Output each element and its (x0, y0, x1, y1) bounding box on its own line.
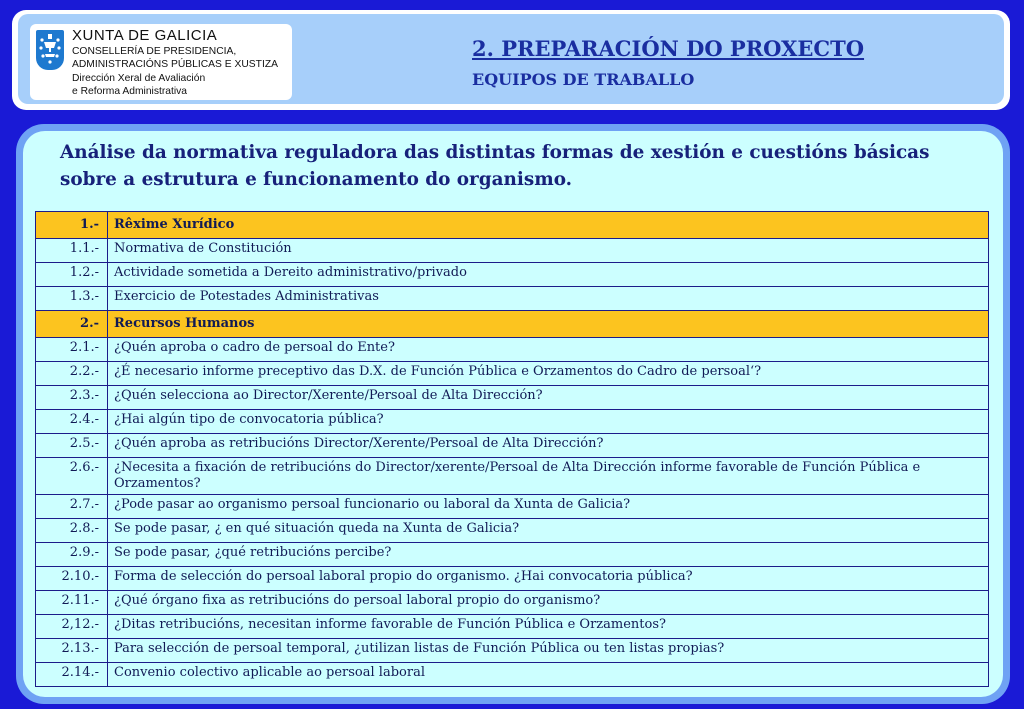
table-row (36, 362, 989, 386)
row-text: Para selección de persoal temporal, ¿utilizan listas de Función Pública ou ten listas propias? (108, 639, 989, 663)
table-row (36, 410, 989, 434)
row-text: Recursos Humanos (108, 311, 989, 338)
row-text: ¿É necesario informe preceptivo das D.X. de Función Pública e Orzamentos do Cadro de persoal‘? (108, 362, 989, 386)
table-row (36, 495, 989, 519)
table-row (36, 519, 989, 543)
row-text: Actividade sometida a Dereito administrativo/privado (108, 263, 989, 287)
row-number: 2.13.- (36, 639, 108, 663)
questions-table (35, 211, 989, 687)
row-number: 1.3.- (36, 287, 108, 311)
table-row (36, 386, 989, 410)
table-row (36, 543, 989, 567)
header-frame (12, 10, 1010, 110)
logo-line: ADMINISTRACIÓNS PÚBLICAS E XUSTIZA (72, 59, 278, 70)
row-number: 2.11.- (36, 591, 108, 615)
row-number: 2.8.- (36, 519, 108, 543)
row-number: 2.7.- (36, 495, 108, 519)
table-row (36, 287, 989, 311)
row-number: 2.5.- (36, 434, 108, 458)
row-number: 1.- (36, 212, 108, 239)
content-frame (16, 124, 1010, 704)
row-number: 1.1.- (36, 239, 108, 263)
table-row (36, 639, 989, 663)
row-text: Rêxime Xurídico (108, 212, 989, 239)
row-text: ¿Qué órgano fixa as retribucións do persoal laboral propio do organismo? (108, 591, 989, 615)
row-text: ¿Necesita a fixación de retribucións do Director/xerente/Persoal de Alta Dirección informe favorable de Función Pública e Orzamentos? (108, 458, 989, 495)
row-text: Se pode pasar, ¿ en qué situación queda na Xunta de Galicia? (108, 519, 989, 543)
row-number: 2.3.- (36, 386, 108, 410)
row-number: 2.14.- (36, 663, 108, 687)
table-row (36, 663, 989, 687)
table-row (36, 591, 989, 615)
row-number: 2.9.- (36, 543, 108, 567)
row-text: Convenio colectivo aplicable ao persoal laboral (108, 663, 989, 687)
row-number: 2.6.- (36, 458, 108, 495)
row-number: 2.1.- (36, 338, 108, 362)
header-bar (18, 14, 1004, 104)
row-number: 2.- (36, 311, 108, 338)
row-text: ¿Ditas retribucións, necesitan informe favorable de Función Pública e Orzamentos? (108, 615, 989, 639)
row-text: Se pode pasar, ¿qué retribucións percibe? (108, 543, 989, 567)
xunta-logo (30, 24, 292, 100)
row-number: 1.2.- (36, 263, 108, 287)
galicia-crest-icon (36, 30, 64, 70)
table-row (36, 434, 989, 458)
section-row (36, 311, 989, 338)
row-text: ¿Pode pasar ao organismo persoal funcionario ou laboral da Xunta de Galicia? (108, 495, 989, 519)
table-row (36, 239, 989, 263)
page-title: 2. PREPARACIÓN DO PROXECTO (472, 36, 865, 61)
page-subtitle: EQUIPOS DE TRABALLO (472, 70, 695, 89)
table-row (36, 338, 989, 362)
row-number: 2,12.- (36, 615, 108, 639)
row-text: Exercicio de Potestades Administrativas (108, 287, 989, 311)
row-number: 2.10.- (36, 567, 108, 591)
logo-name: XUNTA DE GALICIA (72, 27, 218, 44)
row-number: 2.2.- (36, 362, 108, 386)
table-row (36, 263, 989, 287)
table-row (36, 615, 989, 639)
row-text: Forma de selección do persoal laboral propio do organismo. ¿Hai convocatoria pública? (108, 567, 989, 591)
row-text: ¿Quén aproba o cadro de persoal do Ente? (108, 338, 989, 362)
row-text: ¿Quén aproba as retribucións Director/Xerente/Persoal de Alta Dirección? (108, 434, 989, 458)
row-text: ¿Quén selecciona ao Director/Xerente/Persoal de Alta Dirección? (108, 386, 989, 410)
row-number: 2.4.- (36, 410, 108, 434)
table-row (36, 458, 989, 495)
content-panel (23, 131, 1003, 697)
row-text: ¿Hai algún tipo de convocatoria pública? (108, 410, 989, 434)
logo-line: e Reforma Administrativa (72, 86, 188, 97)
row-text: Normativa de Constitución (108, 239, 989, 263)
table-row (36, 567, 989, 591)
logo-line: Dirección Xeral de Avaliación (72, 73, 206, 84)
logo-line: CONSELLERÍA DE PRESIDENCIA, (72, 46, 237, 57)
section-row (36, 212, 989, 239)
intro-text: Análise da normativa reguladora das distintas formas de xestión e cuestións básicas sobre a estrutura e funcionamento do organismo. (60, 142, 930, 190)
